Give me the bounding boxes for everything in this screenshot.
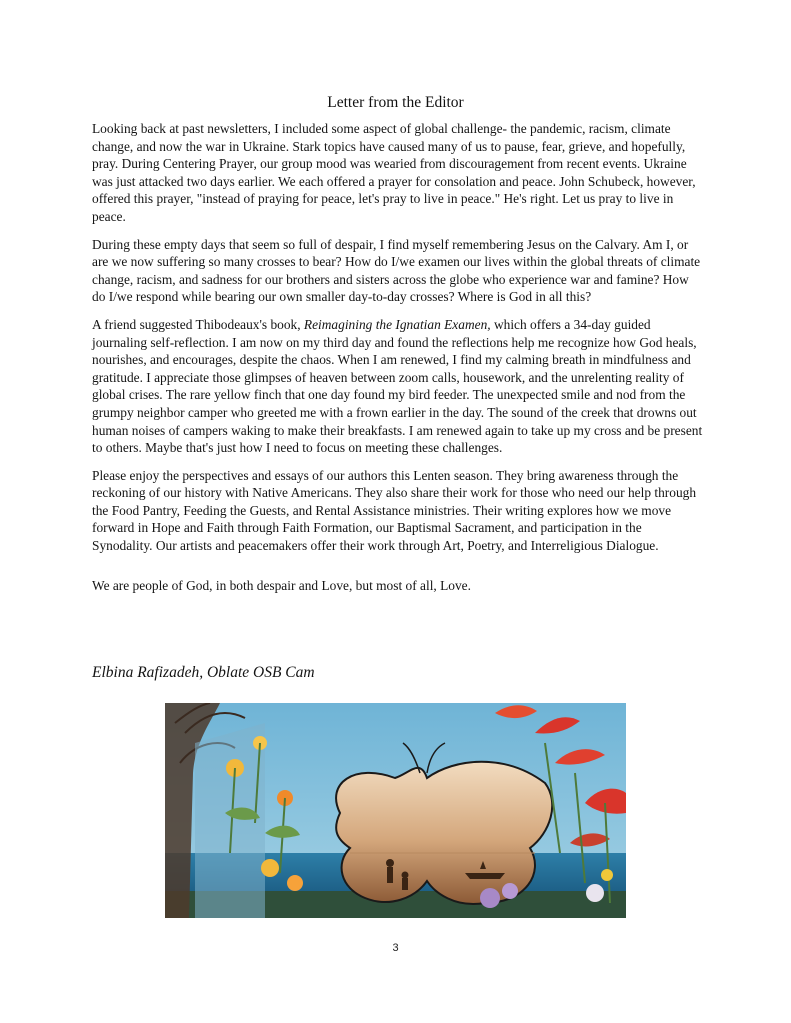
letter-body (92, 120, 704, 604)
editor-signature: Elbina Rafizadeh, Oblate OSB Cam (92, 664, 315, 681)
page-number: 3 (392, 942, 399, 954)
closing-line: We are people of God, in both despair and Love, but most of all, Love. (92, 577, 471, 593)
paragraph-3-text-end: which offers a 34-day guided journaling self-reflection. I am now on my third day and found the reflections help me recognize how God heals, nourishes, and encourages, despite the chaos. When I am renewed, I find my calming breath in mindfulness and gratitude. I appreciate those glimpses of heaven between zoom calls, housework, and the unrelenting reality of global crises. The rare yellow finch that one day found my bird feeder. The unexpected smile and nod from the grumpy neighbor camper who greeted me with a frown earlier in the day. The sound of the creek that drowns out human noises of campers waking to make their breakfasts. I am renewed again to take up my cross and be present to others. Maybe that's just how I need to focus on meeting these challenges. (92, 316, 703, 456)
paragraph-4 (92, 467, 704, 555)
mural-image (165, 703, 626, 918)
paragraph-1 (92, 120, 704, 226)
paragraph-1-text: Looking back at past newsletters, I included some aspect of global challenge- the pandemic, racism, climate change, and now the war in Ukraine. Stark topics have caused many of us to pause, fear, grieve, and hopefully, pray. During Centering Prayer, our group mood was wearied from discouragement from recent events. Ukraine was just attacked two days earlier. We each offered a prayer for consolation and peace. John Schubeck, however, offered this prayer, "instead of praying for peace, let's pray to live in peace." He's right. Let us pray to live in peace. (92, 121, 696, 224)
paragraph-3 (92, 316, 704, 457)
paragraph-4-text: Please enjoy the perspectives and essays of our authors this Lenten season. They bring awareness through the reckoning of our history with Native Americans. They also share their work for those who need our help through the Food Pantry, Feeding the Guests, and Rental Assistance ministries. Their writing explores how we move forward in Hope and Faith through Faith Formation, our Baptismal Sacrament, and participation in the Synodality. Our artists and peacemakers offer their work through Art, Poetry, and Interreligious Dialogue. (92, 467, 697, 554)
paragraph-2-text: During these empty days that seem so full of despair, I find myself remembering Jesus on the Calvary. Am I, or are we now suffering so many crosses to bear? How do I/we examen our lives within the global threats of climate change, racism, and sadness for our brothers and sisters across the globe who experience war and famine? How do I/we respond while bearing our own smaller day-to-day crosses? Where is God in all this? (92, 236, 701, 305)
letter-title: Letter from the Editor (327, 94, 464, 111)
book-title: Reimagining the Ignatian Examen, (303, 316, 491, 332)
paragraph-2 (92, 236, 704, 306)
mural-butterfly-frame (336, 762, 552, 904)
paragraph-3-text-start: A friend suggested Thibodeaux's book, (92, 316, 304, 332)
